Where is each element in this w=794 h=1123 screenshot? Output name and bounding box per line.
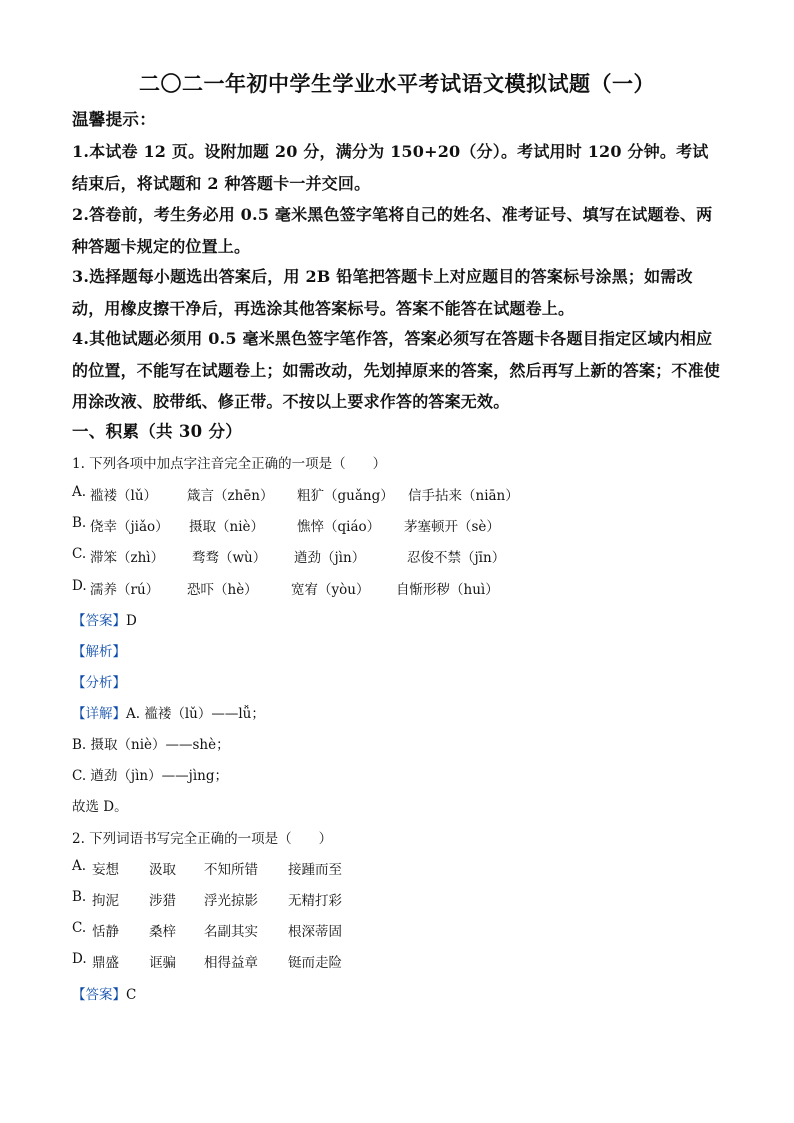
option-word: 桑梓 (149, 924, 176, 940)
answer-tag: 【答案】 (72, 613, 126, 629)
option-word: 铤而走险 (288, 955, 342, 971)
option-word: 诓骗 (149, 955, 176, 971)
option-word: 名副其实 (204, 924, 258, 940)
option-word: 相得益章 (204, 955, 258, 971)
option-word: 不知所错 (204, 862, 258, 878)
detail-line: 故选 D。 (72, 799, 128, 815)
tip-item-3: 3.选择题每小题选出答案后，用 2B 铅笔把答题卡上对应题目的答案标号涂黑；如需改动，用橡皮擦干净后，再选涂其他答案标号。答案不能答在试题卷上。 (72, 267, 693, 318)
option-word: 接踵而至 (288, 862, 342, 878)
question-1-stem: 1. 下列各项中加点字注音完全正确的一项是（ ） (72, 456, 387, 472)
option-word: 摄取（niè） (189, 519, 265, 535)
option-word: 无精打彩 (288, 893, 342, 909)
option-label: B. (72, 889, 87, 905)
q1-fenxi (72, 671, 126, 691)
answer-value: C (126, 987, 137, 1003)
tips-heading: 温馨提示： (72, 110, 156, 129)
q1-detail (72, 702, 265, 722)
option-word: 浮光掠影 (204, 893, 258, 909)
answer-value: D (126, 613, 137, 629)
option-word: 恬静 (92, 924, 119, 940)
detail-line: A. 褴褛（lǔ）——lǚ； (126, 706, 265, 722)
q1-answer (72, 609, 137, 629)
detail-tag: 【详解】 (72, 706, 126, 722)
option-word: 汲取 (149, 862, 176, 878)
answer-tag: 【答案】 (72, 987, 126, 1003)
question-2-stem: 2. 下列词语书写完全正确的一项是（ ） (72, 831, 333, 847)
option-label: C. (72, 920, 87, 936)
option-word: 涉猎 (149, 893, 176, 909)
option-word: 自惭形秽（huì） (396, 582, 499, 598)
option-word: 恐吓（hè） (187, 582, 258, 598)
option-word: 憔悴（qiáo） (297, 519, 381, 535)
option-label: D. (72, 951, 87, 967)
option-word: 滞笨（zhì） (90, 550, 165, 566)
option-word: 茅塞顿开（sè） (404, 519, 500, 535)
option-word: 濡养（rú） (90, 582, 160, 598)
option-word: 粗犷（guǎng） (297, 488, 394, 504)
option-word: 箴言（zhēn） (187, 488, 274, 504)
detail-line: B. 摄取（niè）——shè； (72, 737, 230, 753)
analysis-tag: 【解析】 (72, 644, 126, 660)
option-word: 骛骛（wù） (192, 550, 267, 566)
q1-analysis (72, 640, 126, 660)
option-word: 侥幸（jiǎo） (90, 519, 169, 535)
tip-item-2: 2.答卷前，考生务必用 0.5 毫米黑色签字笔将自己的姓名、准考证号、填写在试题卷、两种答题卡规定的位置上。 (72, 205, 713, 256)
option-word: 褴褛（lǔ） (90, 488, 158, 504)
fenxi-tag: 【分析】 (72, 675, 126, 691)
option-label: A. (72, 484, 87, 500)
tip-item-1: 1.本试卷 12 页。设附加题 20 分，满分为 150+20（分）。考试用时 120 分钟。考试结束后，将试题和 2 种答题卡一并交回。 (72, 142, 709, 193)
option-label: D. (72, 578, 87, 594)
option-word: 忍俊不禁（jīn） (407, 550, 506, 566)
option-label: A. (72, 858, 87, 874)
option-label: C. (72, 546, 87, 562)
q2-answer (72, 983, 136, 1003)
option-word: 宽宥（yòu） (291, 582, 370, 598)
option-word: 遒劲（jìn） (294, 550, 366, 566)
option-word: 鼎盛 (92, 955, 119, 971)
option-label: B. (72, 515, 87, 531)
section-heading: 一、积累（共 30 分） (72, 422, 243, 441)
detail-line: C. 遒劲（jìn）——jìng； (72, 768, 228, 784)
tip-item-4: 4.其他试题必须用 0.5 毫米黑色签字笔作答，答案必须写在答题卡各题目指定区域内相应的位置，不能写在试题卷上；如需改动，先划掉原来的答案，然后再写上新的答案；不准使用涂改液、胶带纸、修正带。不按以上要求作答的答案无效。 (72, 329, 721, 411)
page-title: 二〇二一年初中学生学业水平考试语文模拟试题（一） (139, 71, 655, 96)
option-word: 妄想 (92, 862, 119, 878)
option-word: 信手拈来（niān） (408, 488, 519, 504)
option-word: 拘泥 (92, 893, 119, 909)
option-word: 根深蒂固 (288, 924, 342, 940)
